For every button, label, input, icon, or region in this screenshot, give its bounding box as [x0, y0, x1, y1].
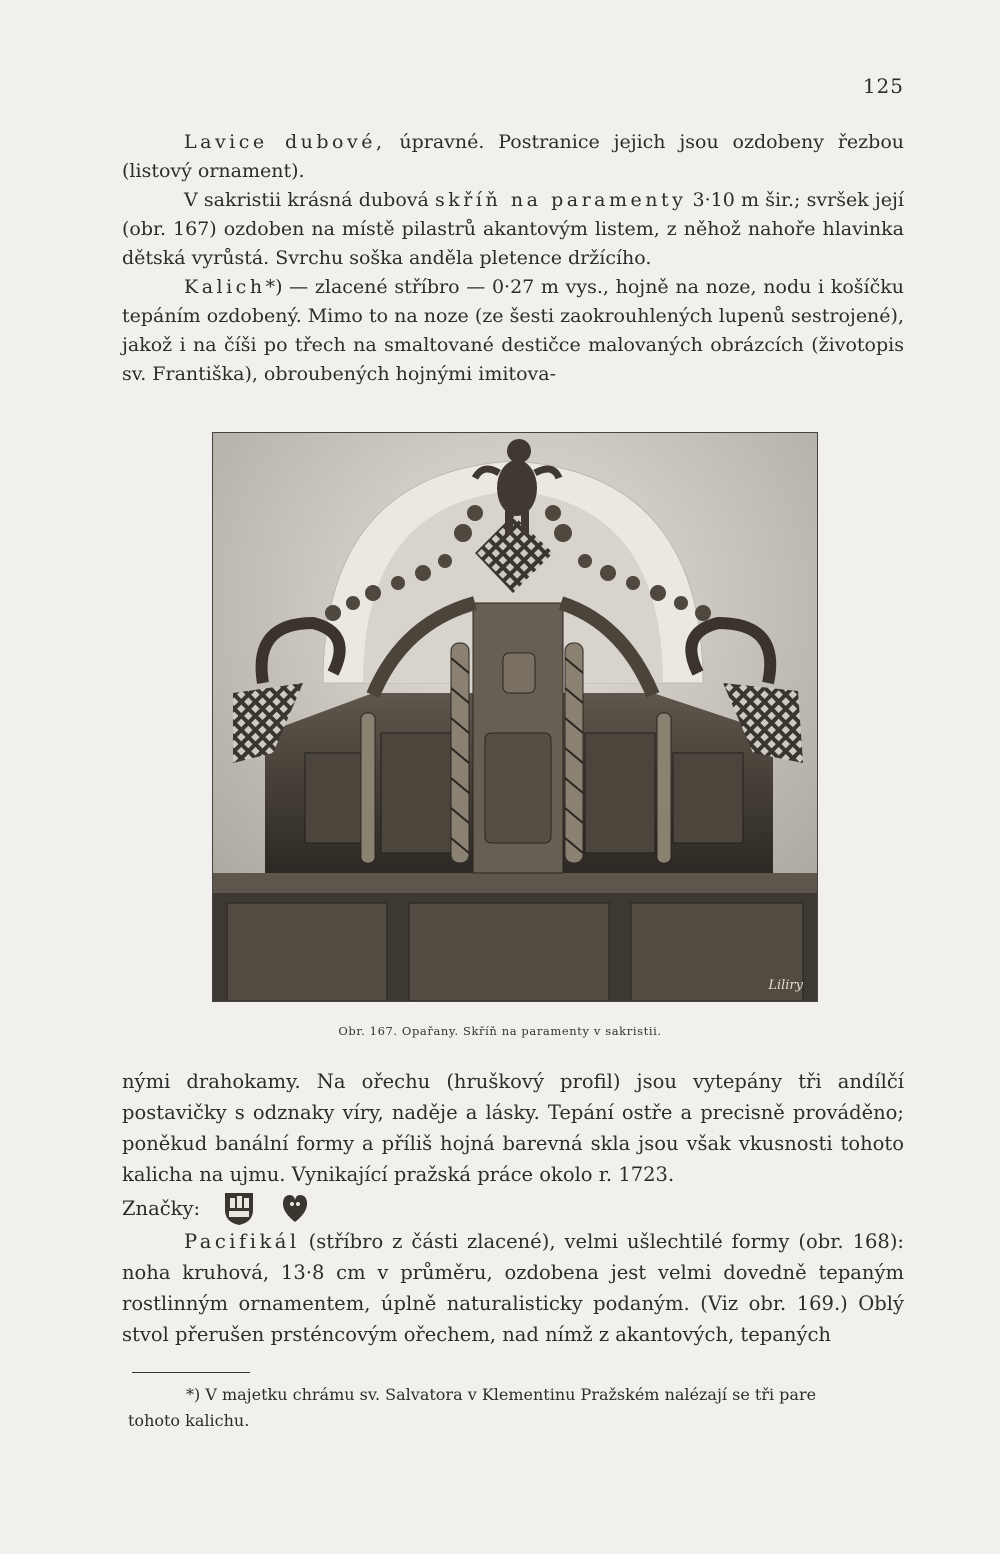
term-pacifikal: Pacifikál — [184, 1230, 300, 1253]
paragraph-kalich-continued: nými drahokamy. Na ořechu (hruškový profil) jsou vytepány tři andílčí postavičky s odznaky víry, naděje a lásky. Tepání ostře a precisně prováděno; poněkud banální formy a příliš hojná barevná skla jsou však vkusnosti tohoto kalicha na ujmu. Vynikající pražská práce okolo r. 1723. — [122, 1070, 904, 1186]
page-number: 125 — [862, 74, 904, 98]
footnote-line-2: tohoto kalichu. — [128, 1411, 250, 1430]
heart-maker-mark-icon — [278, 1190, 312, 1226]
cabinet-photo-illustration — [213, 433, 817, 1001]
term-skrin: skříň na paramenty — [435, 189, 687, 211]
figure-caption: Obr. 167. Opařany. Skříň na paramenty v sakristii. — [338, 1024, 662, 1038]
term-lavice: Lavice dubové, — [184, 131, 386, 153]
paragraph-kalich-text: *) — zlacené stříbro — 0·27 m vys., hojně na noze, nodu i košíčku tepáním ozdobený. Mimo to na noze (ze šesti zaokrouhlených lupenů sestrojené), jakož i na číši po třech na smaltované destičce malovaných obrázcích (životopis sv. Františka), obroubených hojnými imitova- — [122, 276, 904, 385]
paragraph-lavice — [122, 128, 904, 186]
footnote-line-1: *) V majetku chrámu sv. Salvatora v Klementinu Pražském nalézají se tři pare — [186, 1385, 817, 1404]
paragraph-pacifikal-text: (stříbro z části zlacené), velmi ušlechtilé formy (obr. 168): noha kruhová, 13·8 cm v průměru, ozdobena jest velmi dovedně tepaným rostlinným ornamentem, úplně naturalisticky podaným. (Viz obr. 169.) Oblý stvol přerušen prsténcovým ořechem, nad nímž z akantových, tepaných — [122, 1230, 904, 1346]
paragraph-lavice-text: úpravné. Postranice jejich jsou ozdobeny řezbou (listový ornament). — [122, 131, 905, 182]
paragraph-skrin-text: 3·10 m šir.; svršek její (obr. 167) ozdoben na místě pilastrů akantovým listem, z něhož nahoře hlavinka dětská vyrůstá. Svrchu soška anděla pletence držícího. — [122, 189, 904, 269]
footnote-rule — [132, 1372, 250, 1373]
hallmarks-label: Značky: — [122, 1196, 201, 1220]
paragraph-skrin — [122, 186, 904, 273]
paragraph-skrin-intro: V sakristii krásná dubová — [184, 189, 436, 211]
bottom-text-block — [122, 1066, 904, 1350]
photo-signature: Liliry — [768, 978, 803, 993]
paragraph-kalich — [122, 273, 904, 389]
figure-photo-cabinet — [212, 432, 818, 1002]
top-text-block — [122, 128, 904, 389]
prague-city-arms-hallmark-icon — [222, 1190, 256, 1226]
paragraph-pacifikal — [122, 1226, 904, 1350]
term-kalich: Kalich — [184, 276, 266, 298]
hallmarks-line — [122, 1190, 904, 1226]
footnote — [128, 1382, 908, 1434]
